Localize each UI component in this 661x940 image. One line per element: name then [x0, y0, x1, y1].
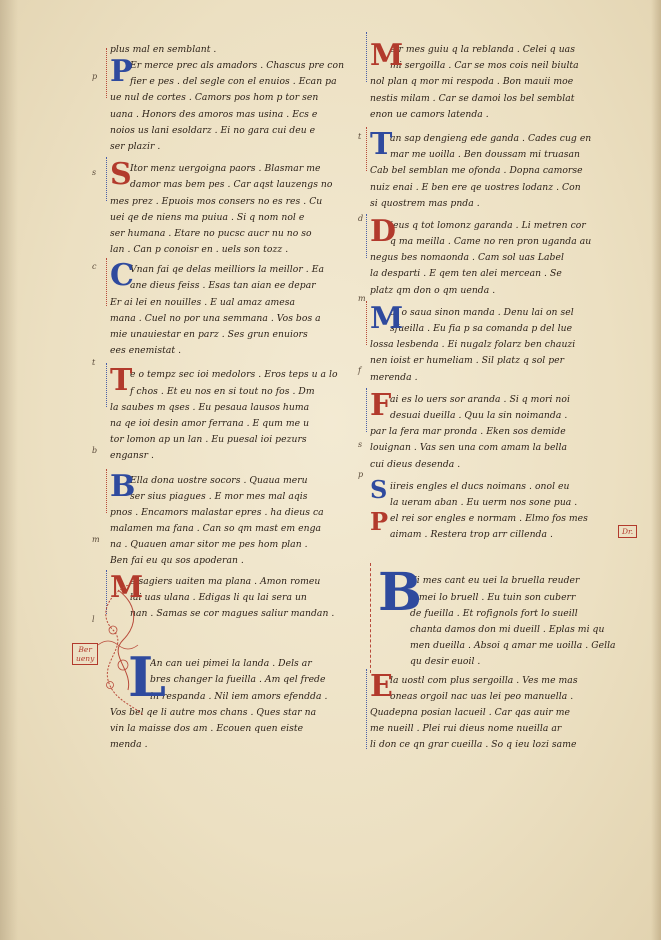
initial-letter: S: [370, 474, 388, 504]
initial-letter: S: [110, 157, 132, 193]
text-line: la desparti . E qem ten alei mercean . Se: [370, 268, 562, 280]
margin-mark: t: [358, 132, 362, 141]
rubric-note: [72, 643, 98, 665]
text-line: negus bes nomaonda . Cam sol uas Label: [370, 252, 564, 264]
text-line: plus mal en semblant .: [110, 44, 217, 55]
text-line: f chos . Et eu nos en si tout no fos . Dm: [130, 385, 315, 397]
initial-letter: B: [378, 562, 422, 624]
text-line: Ella dona uostre socors . Quaua meru: [130, 474, 308, 486]
margin-mark: d: [358, 214, 364, 223]
text-line: eir mes guiu q la reblanda . Celei q uas: [390, 44, 575, 55]
text-line: Itor menz uergoigna paors . Blasmar me: [130, 163, 321, 175]
text-line: mana . Cuel no por una semmana . Vos bos a: [110, 312, 321, 324]
filigree-ornament: [366, 214, 373, 258]
stanza: [370, 387, 620, 473]
initial-letter: M: [370, 38, 404, 73]
text-line: tor lomon ap un lan . Eu puesal ioi pezurs: [110, 434, 307, 446]
text-line: noios us lani esoldarz . Ei no gara cui deu e: [110, 124, 316, 136]
text-line: me nueill . Plei rui dieus nome nueilla ar: [370, 723, 562, 735]
initial-letter: P: [370, 507, 389, 537]
filigree-ornament: [106, 469, 113, 513]
initial-letter: E: [370, 668, 393, 704]
page-edge: [651, 0, 661, 940]
filigree-ornament: [106, 363, 113, 407]
stanza: [370, 126, 620, 212]
text-line: Ei mes cant eu uei la bruella reuder: [410, 575, 580, 587]
text-line: Er ai lei en nouilles . E ual amaz amesa: [110, 296, 296, 308]
text-line: mar me uoilla . Ben doussam mi truasan: [390, 149, 581, 161]
filigree-ornament: [366, 127, 373, 171]
filigree-ornament: [366, 32, 373, 82]
text-line: qu desir euoil .: [410, 656, 481, 668]
text-line: vin la maisse dos am . Ecouen quen eiste: [110, 722, 304, 734]
margin-mark: s: [358, 440, 363, 449]
margin-mark: m: [358, 294, 366, 303]
text-line: el rei sor engles e normam . Elmo fos mes: [390, 513, 588, 525]
text-line: chanta damos don mi dueill . Eplas mi qu: [410, 624, 605, 635]
text-line: ai es lo uers sor aranda . Si q mori noi: [390, 393, 570, 405]
text-line: louignan . Vas sen una com amam la bella: [370, 442, 568, 454]
margin-mark: b: [92, 446, 98, 455]
text-line: nuiz enai . E ben ere qe uostres lodanz . Con: [370, 181, 581, 193]
text-line: nan . Samas se cor magues saliur mandan .: [130, 608, 335, 619]
stanza: [110, 468, 360, 570]
text-line: ieus q tot lomonz garanda . Li metren cor: [390, 219, 586, 231]
text-line: e o tempz sec ioi medolors . Eros teps u a lo: [130, 369, 338, 381]
margin-mark: p: [358, 470, 364, 479]
text-line: q ma meilla . Came no ren pron uganda au: [390, 236, 592, 248]
text-line: ees enemistat .: [110, 345, 182, 357]
margin-mark: t: [92, 358, 96, 367]
filigree-ornament: [366, 388, 373, 432]
text-line: aimam . Restera trop arr cillenda .: [390, 529, 553, 541]
text-line: Er merce prec als amadors . Chascus pre con: [130, 60, 345, 71]
text-line: men dueilla . Absoi q amar me uoilla . Gella: [410, 640, 616, 652]
filigree-ornament: [106, 258, 113, 306]
text-line: p mei lo bruell . Eu tuin son cuberr: [410, 591, 576, 603]
initial-letter: B: [110, 468, 136, 504]
initial-letter: D: [370, 213, 397, 249]
rubric-note-text: Ber: [78, 645, 92, 654]
stanza: [370, 507, 620, 543]
text-line: Ben fai eu qu sos apoderan .: [110, 555, 244, 567]
text-line: cui dieus desenda .: [370, 458, 461, 470]
stanza: [110, 42, 360, 58]
margin-mark: m: [92, 535, 100, 544]
text-line: mie unauiestar en parz . Ses grun enuiors: [110, 329, 308, 340]
stanza: [110, 157, 360, 258]
text-line: uei qe de niens ma puiua . Si q nom nol e: [110, 211, 305, 223]
rubric-note-text: Dr.: [622, 527, 634, 536]
text-line: elsagiers uaiten ma plana . Amon romeu: [130, 575, 321, 587]
text-line: Vos bel qe li autre mos chans . Ques star na: [110, 706, 317, 718]
filigree-ornament: [370, 563, 377, 673]
text-line: bres changer la fueilla . Am qel frede: [150, 674, 326, 686]
stanza: [370, 213, 620, 299]
gutter-shadow: [0, 0, 18, 940]
flourish-ornament: [88, 585, 158, 715]
initial-letter: C: [110, 258, 134, 294]
text-line: pnos . Encamors malastar epres . ha dieus ca: [110, 506, 324, 518]
text-line: Cab bel semblan me ofonda . Dopna camorse: [370, 165, 583, 177]
filigree-ornament: [366, 669, 373, 749]
text-line: si quostrem mas pnda .: [370, 197, 480, 209]
text-line: nen ioist er humeliam . Sil platz q sol per: [370, 355, 565, 367]
text-line: Quadepna posian lacueil . Car qas auir me: [370, 706, 571, 718]
text-line: fier e pes . del segle con el enuios . Ecan pa: [130, 76, 337, 88]
text-line: mi sergoilla . Car se mos cois neil biulta: [390, 60, 579, 72]
margin-mark: l: [92, 615, 95, 624]
text-line: platz qm don o qm uenda .: [370, 284, 496, 296]
initial-letter: F: [370, 387, 392, 423]
text-line: lai uas ulana . Edigas li qu lai sera un: [130, 591, 307, 603]
initial-letter: L: [128, 645, 166, 710]
text-line: nol plan q mor mi respoda . Bon mauii moe: [370, 76, 574, 88]
text-line: de fueilla . Et rofignols fort lo sueill: [410, 607, 578, 619]
text-line: li don ce qn grar cueilla . So q ieu lozi same: [370, 739, 577, 751]
initial-letter: M: [370, 300, 404, 336]
text-line: mes prez . Epuois mos consers no es res . Cu: [110, 195, 323, 207]
margin-mark: c: [92, 262, 97, 271]
stanza: [370, 668, 620, 754]
text-line: uana . Honors des amoros mas usina . Ecs e: [110, 108, 318, 120]
initial-letter: M: [110, 569, 144, 605]
text-line: sfueilla . Eu fia p sa comanda p del lue: [390, 323, 573, 334]
stanza: [370, 474, 620, 511]
stanza: [110, 363, 363, 464]
filigree-ornament: [106, 157, 113, 201]
stanza: [370, 38, 620, 123]
text-line: nestis milam . Car se damoi los bel semblat: [370, 92, 575, 104]
filigree-ornament: [366, 301, 373, 345]
text-line: ser humana . Etare no pucsc aucr nu no so: [110, 227, 312, 239]
text-line: in respanda . Nil iem amors efendda .: [150, 690, 328, 702]
text-line: merenda .: [370, 371, 418, 383]
text-line: par la fera mar pronda . Eken sos demide: [370, 426, 566, 438]
text-line: iireis engles el ducs noimans . onol eu: [390, 480, 570, 492]
rubric-note: [618, 525, 637, 538]
text-line: ser plazir .: [110, 140, 161, 152]
text-line: desuai dueilla . Quu la sin noimanda .: [390, 409, 568, 421]
text-line: la saubes m qses . Eu pesaua lausos huma: [110, 401, 310, 413]
text-line: damor mas bem pes . Car aqst lauzengs no: [130, 179, 333, 191]
stanza: [370, 562, 620, 670]
text-line: ue nul de cortes . Camors pos hom p tor sen: [110, 92, 319, 104]
text-line: malamen ma fana . Can so qm mast em enga: [110, 523, 322, 535]
margin-mark: s: [92, 168, 97, 177]
stanza: [110, 258, 360, 359]
text-line: enon ue camors latenda .: [370, 108, 489, 120]
text-line: engansr .: [110, 450, 155, 462]
stanza: [370, 300, 620, 386]
text-line: na qe ioi desin amor ferrana . E qum me u: [110, 417, 310, 429]
text-line: lan . Can p conoisr en . uels son tozz .: [110, 244, 289, 256]
initial-letter: T: [110, 363, 133, 399]
stanza: [110, 54, 360, 155]
text-line: oneas orgoil nac uas lei peo manuella .: [390, 690, 574, 702]
text-line: menda .: [110, 739, 148, 751]
filigree-ornament: [106, 48, 113, 98]
text-line: la ueram aban . Eu uerm nos sone pua .: [390, 496, 578, 508]
right-column: [370, 38, 620, 754]
text-line: Vnan fai qe delas meilliors la meillor . Ea: [130, 264, 324, 276]
text-line: lossa lesbenda . Ei nugalz folarz ben chauzi: [370, 339, 576, 351]
initial-letter: P: [110, 54, 133, 89]
text-line: ser sius piagues . E mor mes mal aqis: [130, 490, 308, 502]
text-line: An can uei pimei la landa . Dels ar: [150, 658, 312, 670]
margin-mark: p: [92, 72, 98, 81]
text-line: an sap dengieng ede ganda . Cades cug en: [390, 132, 592, 144]
text-line: na . Quauen amar sitor me pes hom plan .: [110, 539, 308, 551]
margin-mark: f: [358, 366, 361, 375]
text-line: la uostl com plus sergoilla . Ves me mas: [390, 674, 578, 686]
initial-letter: T: [370, 126, 393, 162]
text-line: ane dieus feiss . Esas tan aian ee depar: [130, 280, 316, 292]
rubric-note-text: ueny: [76, 654, 95, 663]
text-line: al o saua sinon manda . Denu lai on sel: [390, 306, 574, 318]
